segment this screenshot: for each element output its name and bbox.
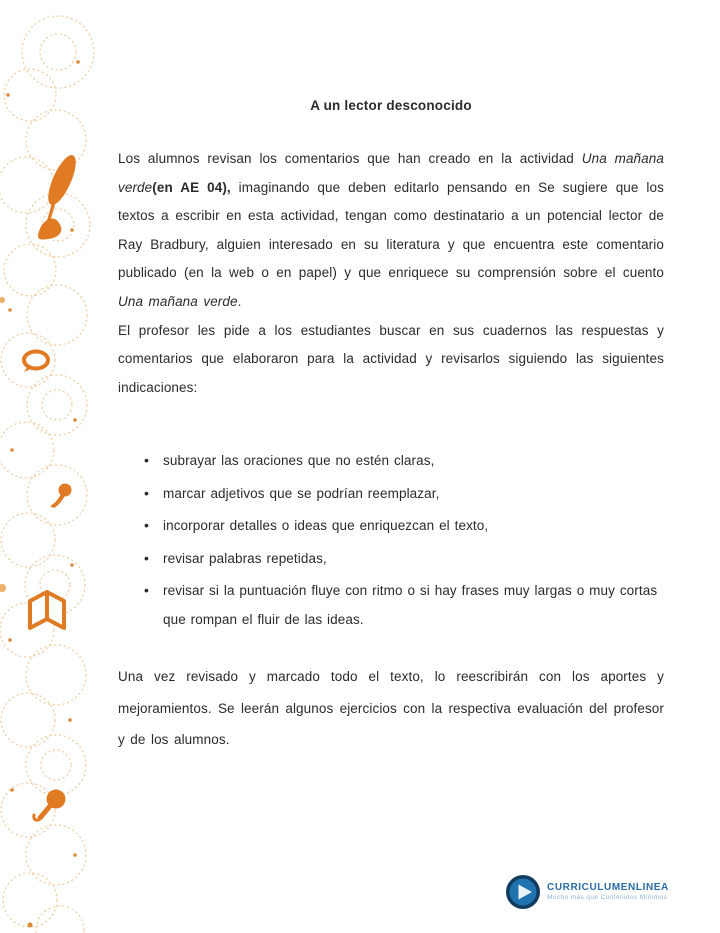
logo-text — [547, 882, 669, 902]
paragraph-instructions: El profesor les pide a los estudiantes buscar en sus cuadernos las respuestas y comentarios que elaboraron para la actividad y revisarlos siguiendo las siguientes indicaciones: — [118, 322, 664, 395]
comma-icon — [50, 484, 72, 509]
paragraph-closing: Una vez revisado y marcado todo el texto, lo reescribirán con los aportes y mejoramientos. Se leerán algunos ejercicios con la respectiva evaluación del profesor y de los alumnos. — [118, 669, 664, 748]
paragraph-intro-text-3: . — [237, 293, 242, 309]
list-item: • revisar palabras repetidas, — [144, 544, 664, 573]
story-title-italic-2: Una mañana verde — [118, 293, 238, 309]
list-item: • subrayar las oraciones que no estén claras, — [144, 446, 664, 475]
list-item: • revisar si la puntuación fluye con ritmo o si hay frases muy largas o muy cortas que rompan el fluir de las ideas. — [144, 576, 664, 634]
logo-name: CURRICULUMENLINEA — [547, 882, 669, 893]
open-book-icon — [30, 592, 64, 628]
ae-reference-bold: (en AE 04), — [152, 179, 231, 195]
story-title-italic: Una mañana verde — [118, 151, 664, 195]
quill-pen-icon — [43, 152, 81, 225]
page-title: A un lector desconocido — [310, 98, 472, 113]
ink-blob-icon — [38, 219, 61, 240]
play-button-icon — [505, 874, 541, 910]
ornament-border — [0, 0, 96, 933]
document-body — [118, 98, 664, 756]
paragraph-intro — [118, 145, 664, 317]
ornament-swirls — [0, 16, 94, 933]
speech-bubble-icon — [24, 352, 48, 373]
microphone-icon — [34, 790, 66, 821]
list-item: • marcar adjetivos que se podrían reemplazar, — [144, 479, 664, 508]
revision-checklist — [144, 446, 664, 634]
paragraph-intro-text-2: imaginando que deben editarlo pensando en Se sugiere que los textos a escribir en esta actividad, tengan como destinatario a un potencial lector de Ray Bradbury, alguien interesado en su literatura y que encuentra este comentario publicado (en la web o en papel) y que enriquece su comprensión sobre el cuento — [118, 179, 664, 281]
paragraph-intro-text: Los alumnos revisan los comentarios que han creado en la actividad — [118, 151, 582, 166]
logo-tagline: Mucho más que Contenidos Mínimos — [547, 894, 668, 901]
curriculum-en-linea-logo — [505, 872, 670, 912]
list-item: • incorporar detalles o ideas que enriquezcan el texto, — [144, 511, 664, 540]
